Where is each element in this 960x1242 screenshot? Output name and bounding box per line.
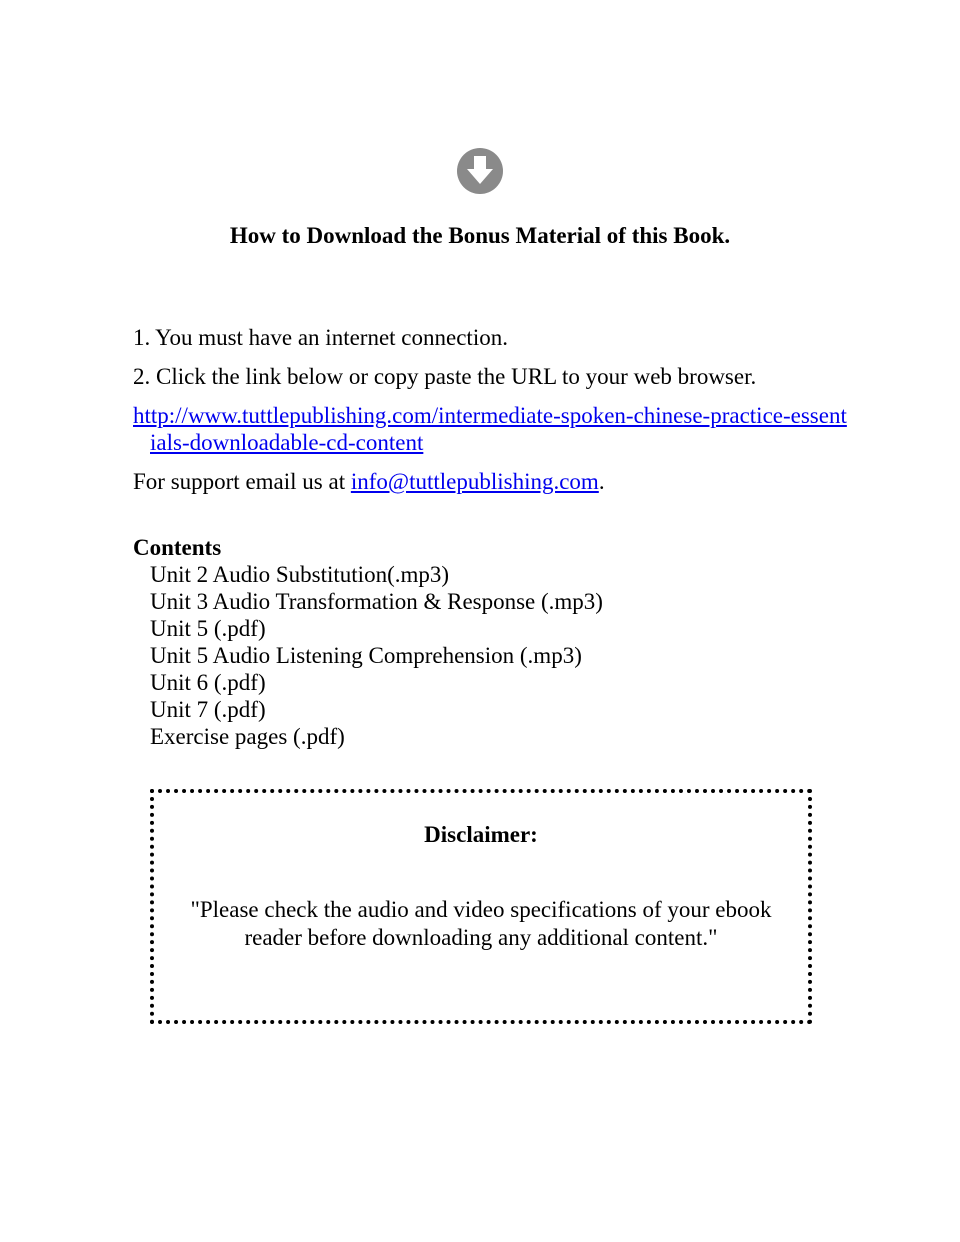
download-arrow-icon bbox=[457, 148, 503, 194]
list-item: Unit 5 (.pdf) bbox=[150, 616, 266, 641]
list-item: Unit 3 Audio Transformation & Response (.mp3) bbox=[150, 589, 603, 614]
disclaimer-box bbox=[150, 789, 812, 1024]
download-url-link[interactable]: http://www.tuttlepublishing.com/intermediate-spoken-chinese-practice-essentials-downloadable-cd-content bbox=[133, 403, 847, 455]
contents-heading: Contents bbox=[133, 535, 222, 560]
support-line bbox=[133, 468, 605, 496]
contents-list bbox=[150, 561, 603, 750]
list-item: Unit 6 (.pdf) bbox=[150, 670, 266, 695]
disclaimer-title: Disclaimer: bbox=[424, 822, 538, 847]
support-suffix: . bbox=[598, 469, 605, 494]
disclaimer-text: "Please check the audio and video specifications of your ebook reader before downloading any additional content." bbox=[190, 897, 772, 950]
list-item: Unit 7 (.pdf) bbox=[150, 697, 266, 722]
step-2: 2. Click the link below or copy paste the URL to your web browser. bbox=[133, 364, 757, 389]
support-prefix: For support email us at bbox=[133, 469, 351, 494]
support-email-link[interactable]: info@tuttlepublishing.com bbox=[350, 469, 599, 494]
page-title: How to Download the Bonus Material of this Book. bbox=[229, 223, 731, 248]
list-item: Unit 5 Audio Listening Comprehension (.mp3) bbox=[150, 643, 582, 668]
list-item: Unit 2 Audio Substitution(.mp3) bbox=[150, 562, 450, 587]
step-1: 1. You must have an internet connection. bbox=[133, 325, 508, 350]
list-item: Exercise pages (.pdf) bbox=[150, 724, 345, 749]
